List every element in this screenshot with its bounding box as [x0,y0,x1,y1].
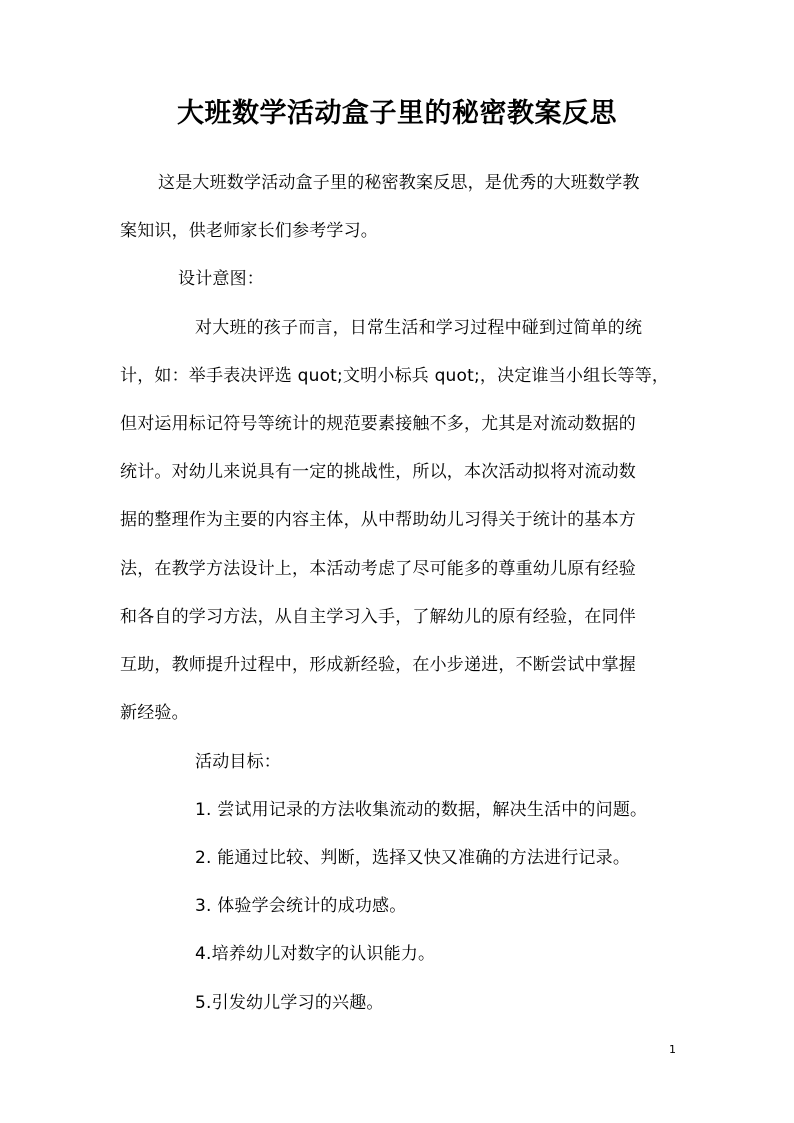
goal-item: 2. 能通过比较、判断，选择又快又准确的方法进行记录。 [195,848,631,868]
design-paragraph-line: 统计。对幼儿来说具有一定的挑战性，所以，本次活动拟将对流动数 [120,462,636,482]
intro-line: 案知识，供老师家长们参考学习。 [120,221,378,241]
goals-heading: 活动目标： [195,752,281,772]
page-number: 1 [669,1043,676,1056]
design-paragraph-line: 计，如：举手表决评选 quot;文明小标兵 quot;，决定谁当小组长等等， [120,366,670,386]
design-heading: 设计意图： [178,269,264,289]
goal-item: 4.培养幼儿对数字的认识能力。 [195,944,436,964]
design-paragraph-line: 但对运用标记符号等统计的规范要素接触不多，尤其是对流动数据的 [120,414,636,434]
design-paragraph-line: 和各自的学习方法，从自主学习入手，了解幼儿的原有经验，在同伴 [120,607,636,627]
goal-item: 3. 体验学会统计的成功感。 [195,896,407,916]
design-paragraph-line: 新经验。 [120,703,189,723]
goal-item: 1. 尝试用记录的方法收集流动的数据，解决生活中的问题。 [195,800,648,820]
goal-item: 5.引发幼儿学习的兴趣。 [195,993,384,1013]
design-paragraph-line: 互助，教师提升过程中，形成新经验，在小步递进，不断尝试中掌握 [120,655,636,675]
design-paragraph-line: 法，在教学方法设计上，本活动考虑了尽可能多的尊重幼儿原有经验 [120,559,636,579]
intro-line: 这是大班数学活动盒子里的秘密教案反思，是优秀的大班数学教 [158,173,640,193]
design-paragraph-line: 据的整理作为主要的内容主体，从中帮助幼儿习得关于统计的基本方 [120,510,636,530]
document-title: 大班数学活动盒子里的秘密教案反思 [177,98,617,129]
design-paragraph-line: 对大班的孩子而言，日常生活和学习过程中碰到过简单的统 [195,318,643,338]
